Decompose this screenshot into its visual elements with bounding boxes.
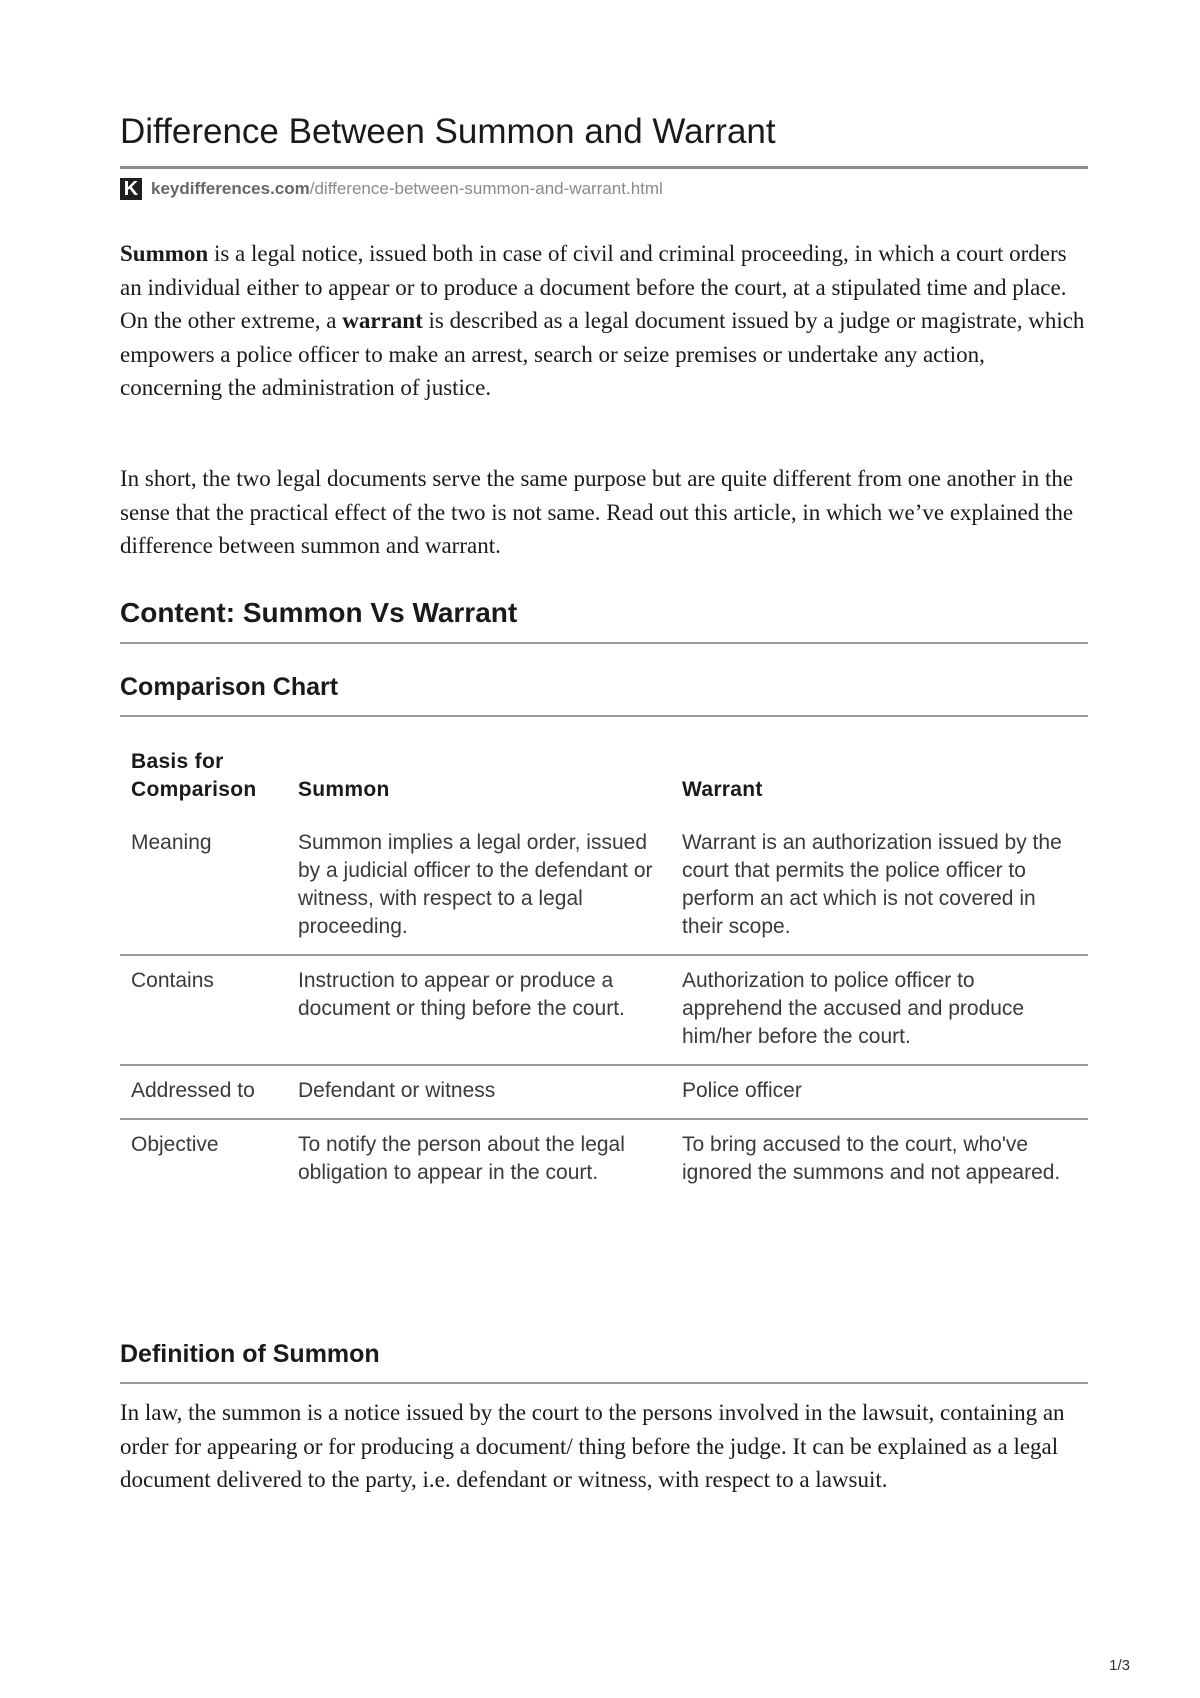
term-summon: Summon bbox=[120, 241, 209, 266]
header-summon: Summon bbox=[298, 778, 390, 801]
source-path: /difference-between-summon-and-warrant.html bbox=[309, 179, 663, 198]
summon-cell: Defendant or witness bbox=[287, 1065, 671, 1119]
page-title: Difference Between Summon and Warrant bbox=[120, 112, 776, 151]
source-link[interactable] bbox=[120, 178, 663, 200]
definition-divider bbox=[120, 1382, 1088, 1384]
term-warrant: warrant bbox=[342, 308, 423, 333]
table-row bbox=[120, 1119, 1088, 1200]
warrant-cell: Police officer bbox=[671, 1065, 1088, 1119]
header-warrant: Warrant bbox=[682, 778, 763, 801]
comparison-heading: Comparison Chart bbox=[120, 673, 339, 701]
row-label: Contains bbox=[120, 955, 287, 1065]
table-row bbox=[120, 955, 1088, 1065]
definition-paragraph: In law, the summon is a notice issued by the court to the persons involved in the lawsuit, containing an order for appearing or for producing a document/ thing before the judge. It can be explained as a legal document delivered to the party, i.e. defendant or witness, with respect to a lawsuit. bbox=[120, 1400, 1065, 1492]
row-label: Meaning bbox=[131, 831, 212, 854]
content-heading: Content: Summon Vs Warrant bbox=[120, 597, 518, 628]
warrant-cell: To bring accused to the court, who've ignored the summons and not appeared. bbox=[671, 1119, 1088, 1200]
row-label: Objective bbox=[120, 1119, 287, 1200]
warrant-cell: Authorization to police officer to apprehend the accused and produce him/her before the court. bbox=[671, 955, 1088, 1065]
table-row bbox=[120, 1065, 1088, 1119]
table-header-row bbox=[120, 748, 1088, 818]
title-divider bbox=[120, 166, 1088, 169]
row-label: Addressed to bbox=[120, 1065, 287, 1119]
comparison-divider bbox=[120, 715, 1088, 717]
summon-cell: To notify the person about the legal obligation to appear in the court. bbox=[287, 1119, 671, 1200]
intro-paragraph-1: Summon is a legal notice, issued both in case of civil and criminal proceeding, in which a court orders an individual either to appear or to produce a document before the court, at a stipulated time and place. On the other extreme, a warrant is described as a legal document issued by a judge or magistrate, which empowers a police officer to make an arrest, search or seize premises or undertake any action, concerning the administration of justice. bbox=[120, 241, 1085, 400]
content-divider bbox=[120, 642, 1088, 644]
table-row bbox=[120, 818, 1088, 955]
comparison-table bbox=[120, 748, 1088, 1200]
definition-heading: Definition of Summon bbox=[120, 1340, 380, 1368]
header-basis: Basis for Comparison bbox=[131, 750, 257, 801]
keydifferences-logo-icon: K bbox=[120, 178, 142, 200]
source-domain: keydifferences.com bbox=[151, 179, 310, 198]
summon-cell: Summon implies a legal order, issued by a judicial officer to the defendant or witness, with respect to a legal proceeding. bbox=[298, 831, 653, 938]
intro-paragraph-2: In short, the two legal documents serve the same purpose but are quite different from one another in the sense that the practical effect of the two is not same. Read out this article, in which we’ve explained the difference between summon and warrant. bbox=[120, 466, 1074, 558]
page-number: 1/3 bbox=[1109, 1657, 1130, 1674]
warrant-cell: Warrant is an authorization issued by the court that permits the police officer to perform an act which is not covered in their scope. bbox=[682, 831, 1062, 938]
summon-cell: Instruction to appear or produce a document or thing before the court. bbox=[287, 955, 671, 1065]
